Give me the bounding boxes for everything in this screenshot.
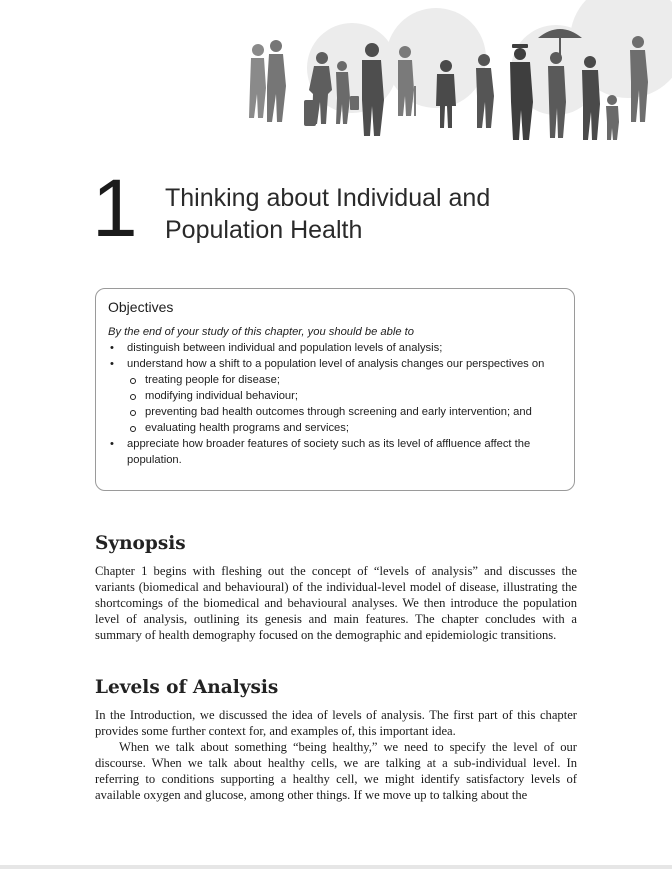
objective-item: • distinguish between individual and population levels of analysis;	[108, 340, 562, 356]
synopsis-text	[95, 563, 577, 643]
person-silhouette	[267, 40, 286, 122]
chapter-number: 1	[92, 163, 138, 254]
levels-paragraph: When we talk about something “being healthy,” we need to specify the level of our discourse. When we talk about healthy cells, we are talking at a sub-individual level. In referring to conditions supporting a healthy cell, we might identify satisfactory levels of available oxygen and glucose, among other things. If we move up to talking about the	[95, 740, 577, 802]
synopsis-paragraph: Chapter 1 begins with fleshing out the concept of “levels of analysis” and discusses the variants (biomedical and behavioural) of the individual-level model of disease, illustrating the shortcomings of the biomedical and behavioural analyses. We then introduce the population level of analysis, outlining its genesis and main features. The chapter concludes with a summary of health demography focused on the demographic and epidemiologic transitions.	[95, 564, 577, 642]
chapter-title: Thinking about Individual and Population Health	[165, 184, 491, 244]
objectives-list	[108, 340, 562, 468]
objective-subitem: treating people for disease;	[127, 372, 562, 388]
objective-subitem: evaluating health programs and services;	[127, 420, 562, 436]
levels-text	[95, 707, 577, 803]
objectives-box	[95, 288, 575, 491]
child-silhouette	[606, 95, 619, 140]
objective-item: • understand how a shift to a population level of analysis changes our perspectives on treating people for disease; modifying individual behaviour; preventing bad health outcomes through screening and early intervention; and evaluating health programs and services;	[108, 356, 562, 436]
objectives-intro: By the end of your study of this chapter, you should be able to	[108, 326, 414, 338]
person-silhouette	[249, 44, 266, 118]
objective-subitem: modifying individual behaviour;	[127, 388, 562, 404]
synopsis-heading: Synopsis	[95, 533, 186, 554]
page-bottom-rule	[0, 865, 672, 869]
objective-subitem: preventing bad health outcomes through screening and early intervention; and	[127, 404, 562, 420]
objectives-heading: Objectives	[108, 299, 174, 315]
levels-paragraph: In the Introduction, we discussed the idea of levels of analysis. The first part of this chapter provides some further context for, and examples of, this important idea.	[95, 708, 577, 738]
objective-sublist	[127, 372, 562, 436]
levels-heading: Levels of Analysis	[95, 677, 279, 698]
objective-item: • appreciate how broader features of society such as its level of affluence affect the population.	[108, 436, 562, 468]
header-illustration	[0, 0, 672, 160]
